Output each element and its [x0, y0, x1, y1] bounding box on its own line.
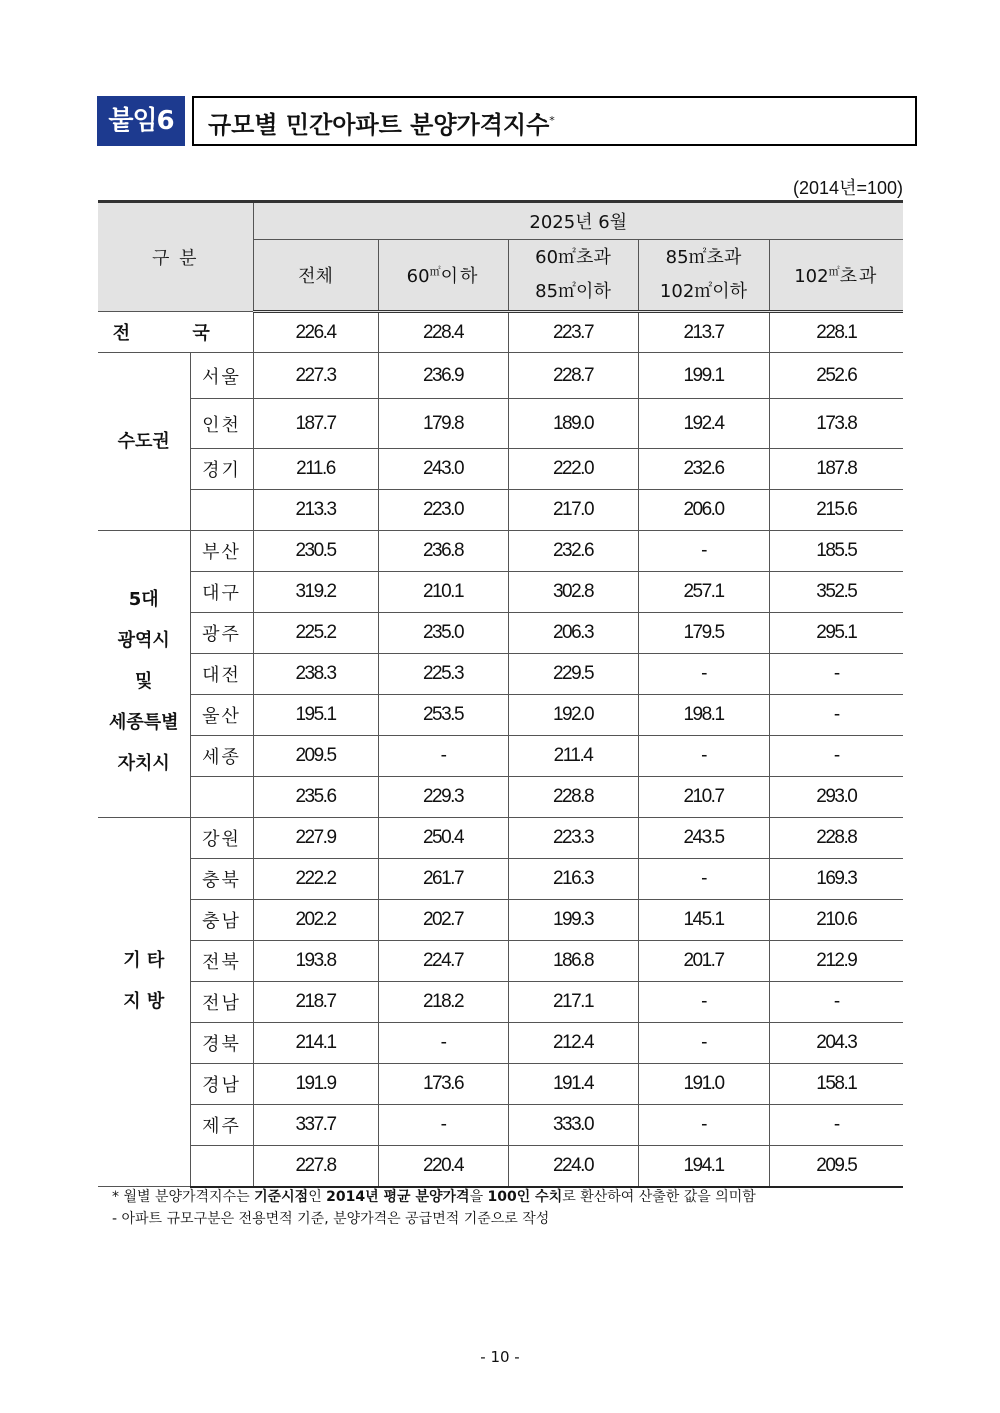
region-label: 인천	[190, 399, 253, 449]
value-cell: 238.3	[253, 654, 378, 695]
value-cell: -	[769, 695, 903, 736]
table-row	[98, 1064, 903, 1105]
text: 세종특별	[108, 712, 179, 733]
region-label: 경기	[190, 449, 253, 490]
header-col-102-over	[769, 240, 903, 312]
value-cell: 293.0	[769, 777, 903, 818]
value-cell: 295.1	[769, 613, 903, 654]
value-cell: -	[638, 531, 769, 572]
value-cell: 352.5	[769, 572, 903, 613]
value-cell: -	[638, 1023, 769, 1064]
value-cell: 210.1	[378, 572, 508, 613]
value-cell: -	[378, 1105, 508, 1146]
text: 인	[308, 1189, 327, 1205]
national-label: 전 국	[98, 312, 253, 353]
text: 60	[406, 266, 430, 287]
value-cell: 145.1	[638, 900, 769, 941]
text: 102	[794, 266, 829, 287]
value-cell: 211.4	[508, 736, 638, 777]
region-label: 전남	[190, 982, 253, 1023]
region-label: 제주	[190, 1105, 253, 1146]
value-cell: 243.0	[378, 449, 508, 490]
text: 60㎡초과	[535, 247, 611, 268]
table-row	[98, 982, 903, 1023]
value-cell: 228.4	[378, 312, 508, 353]
value-cell: -	[638, 654, 769, 695]
value-cell: 223.7	[508, 312, 638, 353]
table-row	[98, 399, 903, 449]
value-cell: 191.0	[638, 1064, 769, 1105]
subtotal-row	[98, 490, 903, 531]
value-cell: 235.6	[253, 777, 378, 818]
text: * 월별 분양가격지수는	[112, 1189, 255, 1205]
table-row	[98, 900, 903, 941]
value-cell: 187.8	[769, 449, 903, 490]
header-col-85-102	[638, 240, 769, 312]
value-cell: 179.5	[638, 613, 769, 654]
title-footnote-mark: *	[549, 114, 555, 127]
empty-cell	[190, 1146, 253, 1187]
value-cell: 227.8	[253, 1146, 378, 1187]
value-cell: 228.8	[769, 818, 903, 859]
text: 광역시	[117, 630, 170, 651]
value-cell: -	[769, 654, 903, 695]
value-cell: 232.6	[508, 531, 638, 572]
value-cell: 204.3	[769, 1023, 903, 1064]
region-label: 초과	[839, 266, 879, 287]
group-label-provinces	[98, 818, 190, 1187]
value-cell: 213.7	[638, 312, 769, 353]
value-cell: 214.1	[253, 1023, 378, 1064]
value-cell: 218.2	[378, 982, 508, 1023]
table-row	[98, 654, 903, 695]
value-cell: 228.8	[508, 777, 638, 818]
text: 기 타	[123, 950, 165, 971]
table-row	[98, 695, 903, 736]
group-label-metro	[98, 531, 190, 818]
value-cell: 209.5	[253, 736, 378, 777]
text: 5대	[128, 589, 159, 610]
table-row	[98, 736, 903, 777]
value-cell: -	[769, 982, 903, 1023]
value-cell: 206.0	[638, 490, 769, 531]
text: 전체	[298, 266, 333, 287]
title-block	[97, 96, 903, 146]
value-cell: 202.7	[378, 900, 508, 941]
price-index-table	[98, 200, 903, 1188]
table-row	[98, 1105, 903, 1146]
text: 지 방	[123, 991, 165, 1012]
value-cell: 199.3	[508, 900, 638, 941]
value-cell: 302.8	[508, 572, 638, 613]
value-cell: 193.8	[253, 941, 378, 982]
value-cell: 179.8	[378, 399, 508, 449]
value-cell: 261.7	[378, 859, 508, 900]
text: 자치시	[117, 753, 170, 774]
region-label: 세종	[190, 736, 253, 777]
value-cell: 229.3	[378, 777, 508, 818]
value-cell: 192.0	[508, 695, 638, 736]
value-cell: 210.7	[638, 777, 769, 818]
footnote-1	[112, 1186, 756, 1208]
value-cell: 252.6	[769, 353, 903, 399]
footnotes	[112, 1186, 756, 1230]
footnote-2: - 아파트 규모구분은 전용면적 기준, 분양가격은 공급면적 기준으로 작성	[112, 1211, 550, 1227]
value-cell: 236.9	[378, 353, 508, 399]
table-row	[98, 353, 903, 399]
unit-label: (2014년=100)	[793, 178, 903, 198]
value-cell: 169.3	[769, 859, 903, 900]
value-cell: 222.2	[253, 859, 378, 900]
value-cell: 220.4	[378, 1146, 508, 1187]
table-row	[98, 818, 903, 859]
text: 100인 수치	[487, 1189, 563, 1205]
region-label: 경남	[190, 1064, 253, 1105]
value-cell: 224.0	[508, 1146, 638, 1187]
value-cell: 229.5	[508, 654, 638, 695]
region-label: 부산	[190, 531, 253, 572]
value-cell: 210.6	[769, 900, 903, 941]
value-cell: 236.8	[378, 531, 508, 572]
attachment-tag: 붙임6	[97, 96, 185, 146]
value-cell: 223.0	[378, 490, 508, 531]
value-cell: 257.1	[638, 572, 769, 613]
value-cell: 235.0	[378, 613, 508, 654]
value-cell: -	[638, 982, 769, 1023]
value-cell: 206.3	[508, 613, 638, 654]
empty-cell	[190, 490, 253, 531]
value-cell: -	[638, 736, 769, 777]
value-cell: 228.7	[508, 353, 638, 399]
table-row	[98, 531, 903, 572]
region-label: 대구	[190, 572, 253, 613]
value-cell: 225.3	[378, 654, 508, 695]
value-cell: -	[378, 736, 508, 777]
value-cell: 217.0	[508, 490, 638, 531]
value-cell: 199.1	[638, 353, 769, 399]
page-title	[192, 96, 917, 146]
value-cell: 227.3	[253, 353, 378, 399]
region-label: 구 분	[152, 248, 199, 269]
text: 및	[135, 671, 153, 692]
header-category	[98, 202, 253, 312]
value-cell: 209.5	[769, 1146, 903, 1187]
region-label: 강원	[190, 818, 253, 859]
value-cell: 230.5	[253, 531, 378, 572]
value-cell: 228.1	[769, 312, 903, 353]
text: 기준시점	[254, 1189, 309, 1205]
value-cell: 211.6	[253, 449, 378, 490]
header-col-60-85	[508, 240, 638, 312]
value-cell: -	[638, 859, 769, 900]
value-cell: 253.5	[378, 695, 508, 736]
empty-cell	[190, 777, 253, 818]
value-cell: 173.6	[378, 1064, 508, 1105]
value-cell: -	[638, 1105, 769, 1146]
title-text: 규모별 민간아파트 분양가격지수	[208, 111, 550, 139]
value-cell: 192.4	[638, 399, 769, 449]
table-row	[98, 613, 903, 654]
table-row	[98, 572, 903, 613]
value-cell: 225.2	[253, 613, 378, 654]
value-cell: 189.0	[508, 399, 638, 449]
value-cell: 218.7	[253, 982, 378, 1023]
value-cell: 191.9	[253, 1064, 378, 1105]
value-cell: 212.9	[769, 941, 903, 982]
subtotal-row	[98, 1146, 903, 1187]
value-cell: -	[769, 1105, 903, 1146]
value-cell: 217.1	[508, 982, 638, 1023]
value-cell: 223.3	[508, 818, 638, 859]
region-label: 대전	[190, 654, 253, 695]
value-cell: 213.3	[253, 490, 378, 531]
header-col-total	[253, 240, 378, 312]
header-col-60-under	[378, 240, 508, 312]
value-cell: 222.0	[508, 449, 638, 490]
text: 85㎡초과	[665, 247, 742, 268]
text: 85㎡이하	[535, 281, 611, 302]
region-label: 충남	[190, 900, 253, 941]
value-cell: 212.4	[508, 1023, 638, 1064]
header-period: 2025년 6월	[253, 202, 903, 240]
value-cell: 158.1	[769, 1064, 903, 1105]
subtotal-row	[98, 777, 903, 818]
table-row	[98, 449, 903, 490]
value-cell: 227.9	[253, 818, 378, 859]
value-cell: 198.1	[638, 695, 769, 736]
value-cell: 201.7	[638, 941, 769, 982]
value-cell: 243.5	[638, 818, 769, 859]
value-cell: 195.1	[253, 695, 378, 736]
value-cell: 232.6	[638, 449, 769, 490]
region-label: 충북	[190, 859, 253, 900]
region-label: 울산	[190, 695, 253, 736]
value-cell: 215.6	[769, 490, 903, 531]
region-label: 전북	[190, 941, 253, 982]
table-row	[98, 1023, 903, 1064]
region-label: 광주	[190, 613, 253, 654]
value-cell: 216.3	[508, 859, 638, 900]
value-cell: 202.2	[253, 900, 378, 941]
value-cell: 185.5	[769, 531, 903, 572]
page-number: - 10 -	[480, 1348, 520, 1366]
table-row	[98, 941, 903, 982]
value-cell: 250.4	[378, 818, 508, 859]
value-cell: 191.4	[508, 1064, 638, 1105]
text: 을	[469, 1189, 488, 1205]
region-label: 경북	[190, 1023, 253, 1064]
value-cell: 224.7	[378, 941, 508, 982]
text: ㎡	[429, 265, 441, 278]
text: 102㎡이하	[659, 281, 748, 302]
text: 2014년 평균 분양가격	[326, 1189, 470, 1205]
region-label: 이하	[440, 266, 480, 287]
value-cell: 337.7	[253, 1105, 378, 1146]
text: 로 환산하여 산출한 값을 의미함	[562, 1189, 756, 1205]
value-cell: -	[769, 736, 903, 777]
table-row	[98, 859, 903, 900]
region-label: 서울	[190, 353, 253, 399]
value-cell: -	[378, 1023, 508, 1064]
text: ㎡	[828, 265, 840, 278]
value-cell: 173.8	[769, 399, 903, 449]
value-cell: 319.2	[253, 572, 378, 613]
value-cell: 333.0	[508, 1105, 638, 1146]
value-cell: 186.8	[508, 941, 638, 982]
value-cell: 226.4	[253, 312, 378, 353]
value-cell: 187.7	[253, 399, 378, 449]
value-cell: 194.1	[638, 1146, 769, 1187]
group-label-capital: 수도권	[98, 353, 190, 531]
table-row	[98, 312, 903, 353]
